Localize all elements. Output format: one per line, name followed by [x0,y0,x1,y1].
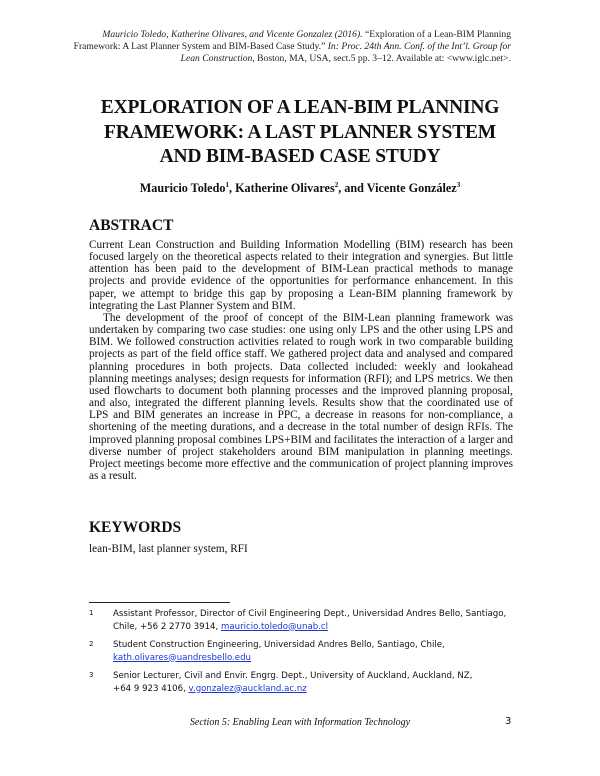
abstract-paragraph: Current Lean Construction and Building Information Modelling (BIM) research has been focused largely on the theoretical aspects related to their integration and synergies. But little attention has been paid to the development of BIM-Lean practical methods to manage projects and provide evidence of the opportunities for performance enhancement. In this paper, we attempt to bridge this gap by proposing a Lean-BIM planning framework by integrating the Last Planner System and BIM. [89,239,513,312]
footnote-text: Chile, +56 2 2770 3914, [113,621,221,632]
abstract-paragraph: The development of the proof of concept of the BIM-Lean planning framework was undertaken by comparing two case studies: one using only LPS and the other using LPS and BIM. We followed construction activities related to rough work in two comparable building projects as part of the field office staff. We gathered project data and analysed and compared planning procedures in both projects. Data collected included: weekly and lookahead planning meetings analyses; design requests for information (RFI); and LPS metrics. We then used flowcharts to document both planning processes and the improved planning proposal, and also, integrated the different planning levels. Results show that the coordinated use of LPS and BIM generates an increase in PPC, a decrease in reasons for non-compliance, a shortening of the meeting durations, and a decrease in the total number of design RFIs. The improved planning proposal combines LPS+BIM and facilitates the interaction of a larger and diverse number of project stakeholders around BIM manipulation in planning meetings. Project meetings become more effective and the communication of project planning improves as a result. [89,311,513,482]
footer-section-title: Section 5: Enabling Lean with Information Technology [189,717,411,728]
author-name: Katherine Olivares [235,181,335,196]
footnote [89,670,529,695]
footnote [89,608,529,633]
title-line: EXPLORATION OF A LEAN-BIM PLANNING [100,97,500,118]
keywords-heading: KEYWORDS [89,519,182,536]
email-link[interactable]: v.gonzalez@auckland.ac.nz [188,683,307,694]
footnote-divider [89,602,230,603]
author-name: Mauricio Toledo [139,181,226,196]
footnote-number: 3 [89,671,94,679]
abstract-heading: ABSTRACT [89,217,174,234]
citation-title: “Exploration of a Lean-BIM Planning Framework: A Last Planner System and BIM-Based Case Study.” [73,29,511,52]
abstract-body [89,239,513,482]
email-link[interactable]: kath.olivares@uandresbello.edu [113,652,251,663]
email-link[interactable]: mauricio.toledo@unab.cl [220,621,329,632]
footnote [89,639,529,664]
page-number: 3 [505,716,512,727]
footnote-number: 1 [89,609,94,617]
citation-proceedings: Proc. 24th Ann. Conf. of the Int’l. Group for Lean Construction, [180,40,511,64]
author-affiliation-mark: 3 [456,181,461,189]
paper-title [60,96,540,170]
author-affiliation-mark: 1 [225,181,229,189]
author-list [60,181,540,196]
citation-in-label: In: [327,40,339,52]
citation-location: Boston, MA, USA, sect.5 pp. 3–12. Available at: <www.iglc.net>. [257,52,511,64]
footnote-number: 2 [89,640,94,648]
author-separator: , [228,181,236,196]
author-name: Vicente González [366,181,457,196]
footnote-text: Student Construction Engineering, Universidad Andres Bello, Santiago, Chile, [113,640,445,650]
citation-authors: Mauricio Toledo, Katherine Olivares, and Vicente Gonzalez (2016). [102,29,363,40]
footnote-text: +64 9 923 4106, [113,683,189,694]
footnotes [89,608,529,701]
footnote-text: Assistant Professor, Director of Civil Engineering Dept., Universidad Andres Bello, Santiago, [113,609,507,619]
citation-header [71,29,511,64]
footnote-text: Senior Lecturer, Civil and Envir. Engrg. Dept., University of Auckland, Auckland, NZ, [113,671,473,681]
author-separator: , and [338,181,367,196]
keywords-text: lean-BIM, last planner system, RFI [89,543,248,555]
title-line: AND BIM-BASED CASE STUDY [159,146,441,167]
title-line: FRAMEWORK: A LAST PLANNER SYSTEM [104,121,496,143]
author-affiliation-mark: 2 [334,181,339,189]
